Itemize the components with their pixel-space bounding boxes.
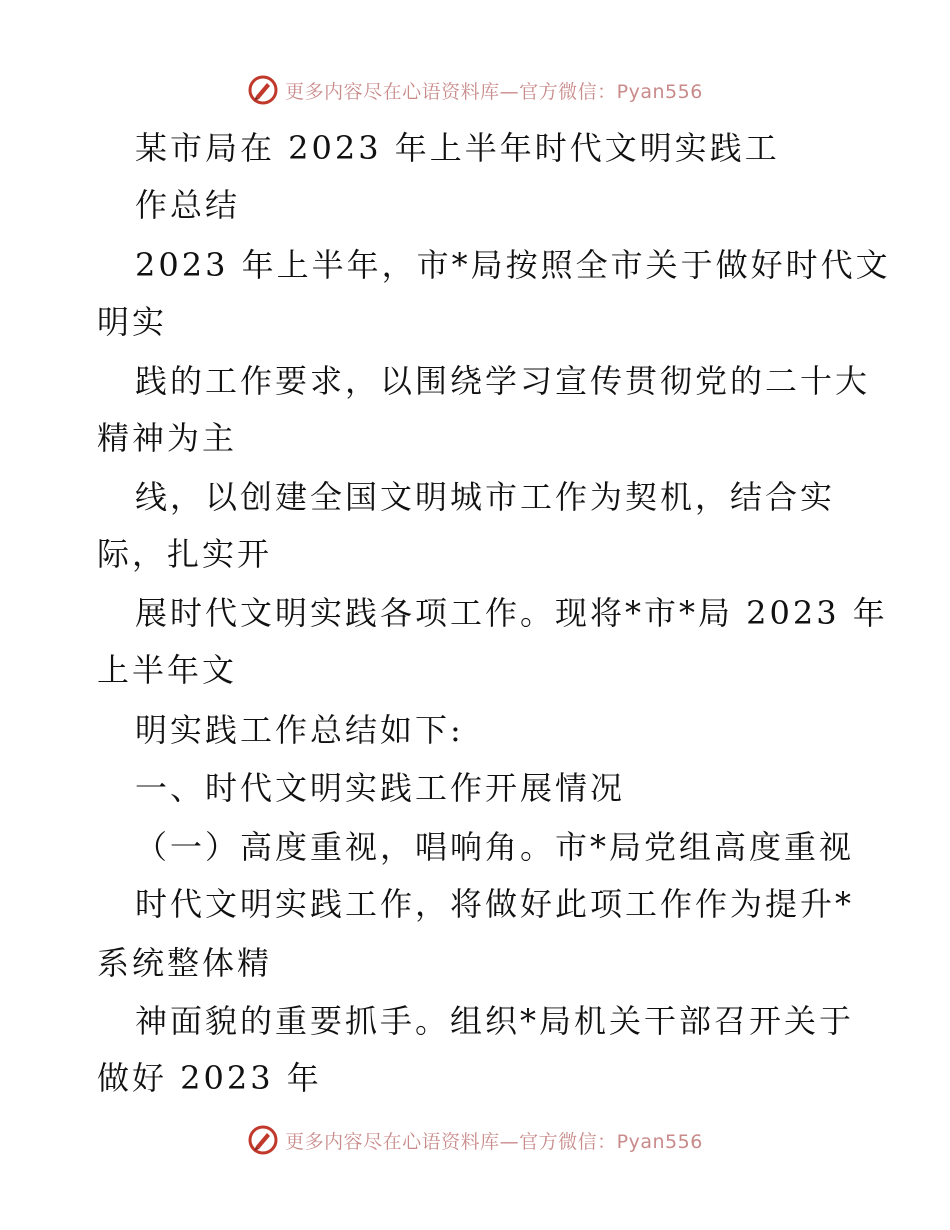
section-heading: 一、时代文明实践工作开展情况 xyxy=(135,769,626,807)
document-title-line-1: 某市局在 2023 年上半年时代文明实践工 xyxy=(135,129,780,167)
paragraph-line: 神面貌的重要抓手。组织*局机关干部召开关于 xyxy=(135,1002,855,1040)
paragraph-line: 系统整体精 xyxy=(97,944,273,982)
paragraph-line: 时代文明实践工作，将做好此项工作作为提升* xyxy=(135,885,855,923)
paragraph-line: 2023 年上半年，市*局按照全市关于做好时代文 xyxy=(135,246,891,284)
pen-logo-icon xyxy=(247,1124,279,1156)
paragraph-line: 际，扎实开 xyxy=(97,535,273,573)
pen-logo-icon xyxy=(247,74,279,106)
watermark-text: 更多内容尽在心语资料库—官方微信：Pyan556 xyxy=(285,80,703,103)
paragraph-line: 展时代文明实践各项工作。现将*市*局 2023 年 xyxy=(135,594,888,632)
paragraph-line: 明实践工作总结如下: xyxy=(135,711,464,749)
paragraph-line: 精神为主 xyxy=(97,419,238,457)
subsection-heading: （一）高度重视，唱响角。市*局党组高度重视 xyxy=(135,828,855,866)
watermark-text: 更多内容尽在心语资料库—官方微信：Pyan556 xyxy=(285,1130,703,1153)
paragraph-line: 上半年文 xyxy=(97,651,238,689)
paragraph-line: 线，以创建全国文明城市工作为契机，结合实 xyxy=(135,478,836,516)
paragraph-line: 明实 xyxy=(97,303,168,341)
watermark-footer xyxy=(0,1120,950,1160)
document-title-line-2: 作总结 xyxy=(135,186,241,224)
paragraph-line: 做好 2023 年 xyxy=(97,1059,322,1097)
paragraph-line: 践的工作要求，以围绕学习宣传贯彻党的二十大 xyxy=(135,362,871,400)
watermark-header xyxy=(0,70,950,110)
